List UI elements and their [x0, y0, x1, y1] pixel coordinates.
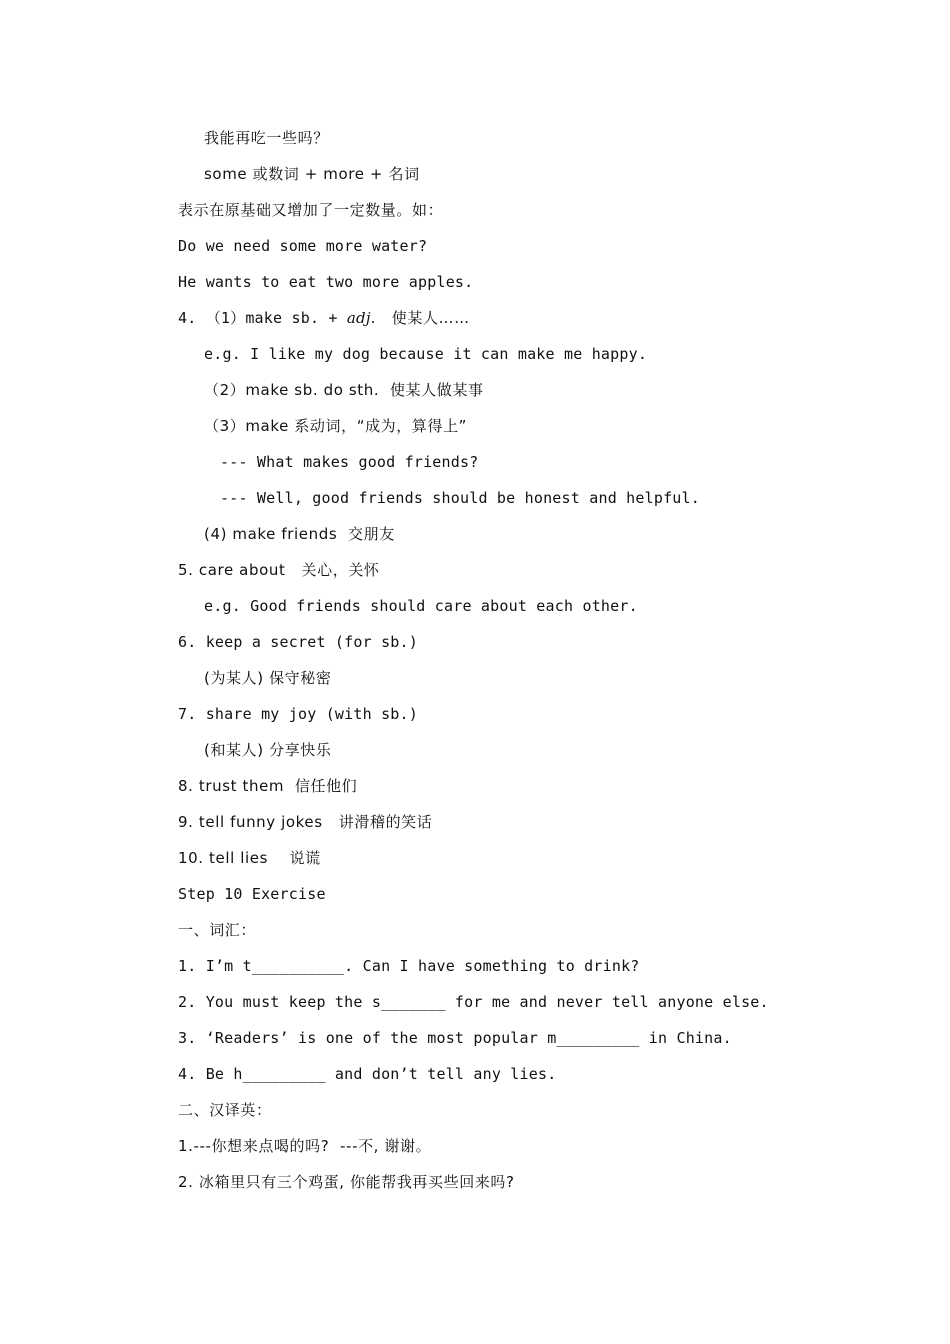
line-text: 4. （1）make sb. + — [178, 309, 347, 327]
italic-adj: adj. — [346, 309, 376, 327]
text-line-21 — [178, 848, 321, 868]
text-line-30 — [178, 1172, 515, 1192]
line-text: （2）make sb. do sth. 使某人做某事 — [204, 381, 484, 399]
line-text: 一、词汇： — [178, 921, 257, 939]
line-text: 10. tell lies 说谎 — [178, 849, 321, 867]
text-line-16 — [204, 668, 331, 688]
line-text: 2. 冰箱里只有三个鸡蛋, 你能帮我再买些回来吗? — [178, 1173, 515, 1191]
line-text: e.g. Good friends should care about each other. — [204, 597, 638, 615]
text-line-6 — [178, 308, 470, 328]
text-line-3 — [178, 200, 443, 220]
text-line-15 — [178, 632, 418, 652]
line-text: 3. ‘Readers’ is one of the most popular m_________ in China. — [178, 1029, 732, 1047]
text-line-11 — [220, 488, 700, 508]
text-line-9 — [204, 416, 467, 436]
text-line-13 — [178, 560, 380, 580]
text-line-5 — [178, 272, 473, 292]
line-text: 1.---你想来点喝的吗? ---不, 谢谢。 — [178, 1137, 432, 1155]
text-line-10 — [220, 452, 478, 472]
line-text: (和某人) 分享快乐 — [204, 741, 332, 759]
line-text: 我能再吃一些吗？ — [204, 129, 329, 147]
line-text: 7. share my joy (with sb.) — [178, 705, 418, 723]
line-text: 2. You must keep the s_______ for me and never tell anyone else. — [178, 993, 769, 1011]
line-text: --- Well, good friends should be honest and helpful. — [220, 489, 700, 507]
line-text: --- What makes good friends? — [220, 453, 479, 471]
line-text: He wants to eat two more apples. — [178, 273, 474, 291]
text-line-1 — [204, 128, 329, 148]
text-line-8 — [204, 380, 484, 400]
text-line-18 — [204, 740, 331, 760]
text-line-22 — [178, 884, 326, 904]
text-line-4 — [178, 236, 427, 256]
text-line-25 — [178, 992, 769, 1012]
line-text: Do we need some more water? — [178, 237, 428, 255]
text-line-17 — [178, 704, 418, 724]
line-text: （3）make 系动词，“成为，算得上” — [204, 417, 468, 435]
line-text: 使某人…… — [375, 309, 470, 327]
line-text: (为某人) 保守秘密 — [204, 669, 332, 687]
text-line-29 — [178, 1136, 431, 1156]
text-line-24 — [178, 956, 640, 976]
line-text: Step 10 Exercise — [178, 885, 326, 903]
text-line-23 — [178, 920, 256, 940]
text-line-20 — [178, 812, 432, 832]
line-text: e.g. I like my dog because it can make me happy. — [204, 345, 648, 363]
line-text: 二、汉译英： — [178, 1101, 272, 1119]
text-line-12 — [204, 524, 395, 544]
line-text: some 或数词 + more + 名词 — [204, 165, 420, 183]
line-text: 8. trust them 信任他们 — [178, 777, 358, 795]
line-text: 6. keep a secret (for sb.) — [178, 633, 418, 651]
text-line-19 — [178, 776, 357, 796]
text-line-14 — [204, 596, 638, 616]
text-line-7 — [204, 344, 647, 364]
text-line-28 — [178, 1100, 272, 1120]
text-line-26 — [178, 1028, 732, 1048]
line-text: (4) make friends 交朋友 — [204, 525, 395, 543]
line-text: 5. care about 关心，关怀 — [178, 561, 380, 579]
text-line-27 — [178, 1064, 556, 1084]
line-text: 4. Be h_________ and don’t tell any lies. — [178, 1065, 557, 1083]
line-text: 1. I’m t__________. Can I have something to drink? — [178, 957, 640, 975]
line-text: 9. tell funny jokes 讲滑稽的笑话 — [178, 813, 433, 831]
text-line-2 — [204, 164, 420, 184]
line-text: 表示在原基础又增加了一定数量。如： — [178, 201, 444, 219]
